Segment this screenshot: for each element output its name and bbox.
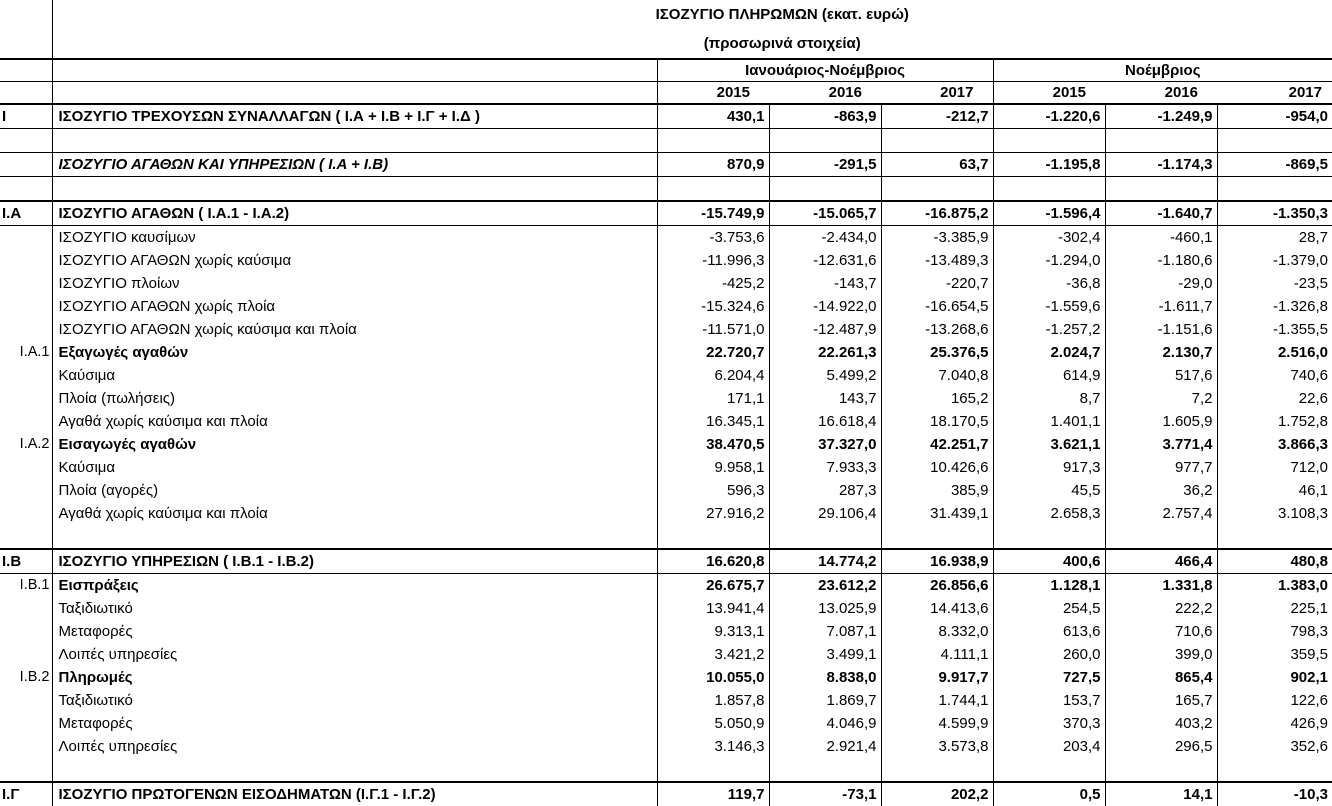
row-label: Εξαγωγές αγαθών xyxy=(52,341,657,364)
cell-value: 14,1 xyxy=(1105,782,1217,806)
cell-value: 3.499,1 xyxy=(769,643,881,666)
cell-value: 1.605,9 xyxy=(1105,410,1217,433)
row-code xyxy=(0,456,52,479)
cell-value: 122,6 xyxy=(1290,692,1328,709)
cell-value: 614,9 xyxy=(993,364,1105,387)
row-code xyxy=(0,364,52,387)
row-code: I.B.1 xyxy=(0,574,52,598)
cell-value: -2.434,0 xyxy=(769,226,881,250)
table-title: ΙΣΟΖΥΓΙΟ ΠΛΗΡΩΜΩΝ (εκατ. ευρώ) xyxy=(655,5,909,23)
cell-value: 4.111,1 xyxy=(881,643,993,666)
cell-value: 2.658,3 xyxy=(993,502,1105,525)
row-label: Λοιπές υπηρεσίες xyxy=(52,735,657,758)
year-header: 2016 xyxy=(1105,82,1217,105)
cell-value: -1.151,6 xyxy=(1105,318,1217,341)
spacer-row xyxy=(0,177,1332,202)
cell-value: 9.313,1 xyxy=(657,620,769,643)
cell-value: -954,0 xyxy=(1217,104,1332,129)
cell-value: 3.421,2 xyxy=(657,643,769,666)
cell-value: -13.268,6 xyxy=(881,318,993,341)
cell-value: 42.251,7 xyxy=(881,433,993,456)
cell-value: -1.355,5 xyxy=(1272,321,1328,338)
row-label: ΙΣΟΖΥΓΙΟ ΥΠΗΡΕΣΙΩΝ ( Ι.Β.1 - Ι.Β.2) xyxy=(52,549,657,574)
spacer-row xyxy=(0,525,1332,549)
cell-value: 1.383,0 xyxy=(1277,577,1328,594)
cell-value: -36,8 xyxy=(993,272,1105,295)
table-row xyxy=(0,249,1332,272)
cell-value: 2.921,4 xyxy=(769,735,881,758)
row-label: Πληρωμές xyxy=(52,666,657,689)
cell-value: 0,5 xyxy=(993,782,1105,806)
cell-value: 13.941,4 xyxy=(657,597,769,620)
row-label: ΙΣΟΖΥΓΙΟ καυσίμων xyxy=(52,226,657,250)
cell-value: 26.675,7 xyxy=(657,574,769,598)
cell-value: -3.385,9 xyxy=(881,226,993,250)
row-code xyxy=(0,502,52,525)
table-row xyxy=(0,153,1332,177)
row-code: I xyxy=(0,104,52,129)
row-label: Ταξιδιωτικό xyxy=(52,597,657,620)
cell-value: 712,0 xyxy=(1290,459,1328,476)
cell-value: 46,1 xyxy=(1298,482,1328,499)
cell-value: -3.753,6 xyxy=(657,226,769,250)
cell-value: -12.487,9 xyxy=(769,318,881,341)
cell-value: 8.332,0 xyxy=(881,620,993,643)
cell-value: 16.618,4 xyxy=(769,410,881,433)
cell-value: 517,6 xyxy=(1105,364,1217,387)
row-label: Μεταφορές xyxy=(52,620,657,643)
table-row xyxy=(0,502,1332,525)
cell-value: 13.025,9 xyxy=(769,597,881,620)
period-jan-nov: Ιανουάριος-Νοέμβριος xyxy=(657,59,993,82)
cell-value: 202,2 xyxy=(881,782,993,806)
row-label: ΙΣΟΖΥΓΙΟ πλοίων xyxy=(52,272,657,295)
cell-value: -1.249,9 xyxy=(1105,104,1217,129)
row-code xyxy=(0,735,52,758)
cell-value: 977,7 xyxy=(1105,456,1217,479)
row-code: I.A xyxy=(0,201,52,226)
cell-value: -12.631,6 xyxy=(769,249,881,272)
cell-value: 426,9 xyxy=(1290,715,1328,732)
row-label: ΙΣΟΖΥΓΙΟ ΠΡΩΤΟΓΕΝΩΝ ΕΙΣΟΔΗΜΑΤΩΝ (Ι.Γ.1 - Ι.Γ.2) xyxy=(52,782,657,806)
cell-value: -1.180,6 xyxy=(1105,249,1217,272)
cell-value: 2.757,4 xyxy=(1105,502,1217,525)
table-row xyxy=(0,549,1332,574)
row-code xyxy=(0,318,52,341)
cell-value: 1.331,8 xyxy=(1105,574,1217,598)
table-row xyxy=(0,782,1332,806)
cell-value: 399,0 xyxy=(1105,643,1217,666)
table-row xyxy=(0,735,1332,758)
table-row xyxy=(0,643,1332,666)
table-row xyxy=(0,712,1332,735)
row-label: Καύσιμα xyxy=(52,456,657,479)
cell-value: 119,7 xyxy=(657,782,769,806)
cell-value: 9.917,7 xyxy=(881,666,993,689)
cell-value: 3.771,4 xyxy=(1105,433,1217,456)
cell-value: 3.573,8 xyxy=(881,735,993,758)
row-label: Εισπράξεις xyxy=(52,574,657,598)
year-header: 2015 xyxy=(657,82,769,105)
cell-value: -220,7 xyxy=(881,272,993,295)
row-label: ΙΣΟΖΥΓΙΟ ΑΓΑΘΩΝ ΚΑΙ ΥΠΗΡΕΣΙΩΝ ( Ι.Α + Ι.Β) xyxy=(52,153,657,177)
table-subtitle: (προσωρινά στοιχεία) xyxy=(703,34,861,52)
year-header: 2017 xyxy=(1217,82,1332,105)
row-label: Αγαθά χωρίς καύσιμα και πλοία xyxy=(52,502,657,525)
cell-value: 14.413,6 xyxy=(881,597,993,620)
cell-value: -291,5 xyxy=(769,153,881,177)
table-row xyxy=(0,318,1332,341)
spacer-row xyxy=(0,129,1332,153)
cell-value: 10.426,6 xyxy=(881,456,993,479)
row-code xyxy=(0,620,52,643)
cell-value: 710,6 xyxy=(1105,620,1217,643)
cell-value: 31.439,1 xyxy=(881,502,993,525)
cell-value: 3.146,3 xyxy=(657,735,769,758)
cell-value: 740,6 xyxy=(1290,367,1328,384)
row-code xyxy=(0,272,52,295)
cell-value: 36,2 xyxy=(1105,479,1217,502)
cell-value: -863,9 xyxy=(769,104,881,129)
cell-value: 5.499,2 xyxy=(769,364,881,387)
row-label: ΙΣΟΖΥΓΙΟ ΤΡΕΧΟΥΣΩΝ ΣΥΝΑΛΛΑΓΩΝ ( Ι.Α + Ι.Β + Ι.Γ + Ι.Δ ) xyxy=(52,104,657,129)
row-label: Μεταφορές xyxy=(52,712,657,735)
cell-value: 63,7 xyxy=(881,153,993,177)
cell-value: 45,5 xyxy=(993,479,1105,502)
table-row xyxy=(0,433,1332,456)
cell-value: -15.749,9 xyxy=(657,201,769,226)
table-row xyxy=(0,479,1332,502)
cell-value: 38.470,5 xyxy=(657,433,769,456)
table-row xyxy=(0,364,1332,387)
row-label: Πλοία (πωλήσεις) xyxy=(52,387,657,410)
cell-value: 22.720,7 xyxy=(657,341,769,364)
row-label: ΙΣΟΖΥΓΙΟ ΑΓΑΘΩΝ χωρίς καύσιμα και πλοία xyxy=(52,318,657,341)
cell-value: 370,3 xyxy=(993,712,1105,735)
year-header: 2015 xyxy=(993,82,1105,105)
cell-value: 3.621,1 xyxy=(993,433,1105,456)
cell-value: -14.922,0 xyxy=(769,295,881,318)
cell-value: -1.174,3 xyxy=(1105,153,1217,177)
cell-value: -13.489,3 xyxy=(881,249,993,272)
cell-value: 203,4 xyxy=(993,735,1105,758)
row-code xyxy=(0,479,52,502)
cell-value: 222,2 xyxy=(1105,597,1217,620)
cell-value: 23.612,2 xyxy=(769,574,881,598)
cell-value: -73,1 xyxy=(769,782,881,806)
cell-value: 7.933,3 xyxy=(769,456,881,479)
cell-value: 143,7 xyxy=(769,387,881,410)
cell-value: 466,4 xyxy=(1105,549,1217,574)
year-header: 2016 xyxy=(769,82,881,105)
cell-value: -15.065,7 xyxy=(769,201,881,226)
row-code xyxy=(0,712,52,735)
table-row xyxy=(0,456,1332,479)
cell-value: 8.838,0 xyxy=(769,666,881,689)
cell-value: 29.106,4 xyxy=(769,502,881,525)
cell-value: 16.938,9 xyxy=(881,549,993,574)
cell-value: 10.055,0 xyxy=(657,666,769,689)
cell-value: -23,5 xyxy=(1293,275,1328,292)
title-row-2 xyxy=(0,29,1332,59)
cell-value: -1.640,7 xyxy=(1105,201,1217,226)
cell-value: 225,1 xyxy=(1290,600,1328,617)
cell-value: 27.916,2 xyxy=(657,502,769,525)
cell-value: 4.046,9 xyxy=(769,712,881,735)
row-code xyxy=(0,249,52,272)
row-label: ΙΣΟΖΥΓΙΟ ΑΓΑΘΩΝ χωρίς πλοία xyxy=(52,295,657,318)
cell-value: 37.327,0 xyxy=(769,433,881,456)
cell-value: 6.204,4 xyxy=(657,364,769,387)
cell-value: 917,3 xyxy=(993,456,1105,479)
cell-value: 171,1 xyxy=(657,387,769,410)
table-row xyxy=(0,295,1332,318)
cell-value: -1.611,7 xyxy=(1105,295,1217,318)
cell-value: 596,3 xyxy=(657,479,769,502)
row-label: Καύσιμα xyxy=(52,364,657,387)
cell-value: 385,9 xyxy=(881,479,993,502)
cell-value: 403,2 xyxy=(1105,712,1217,735)
cell-value: 3.866,3 xyxy=(1277,436,1328,453)
cell-value: 254,5 xyxy=(993,597,1105,620)
cell-value: -29,0 xyxy=(1105,272,1217,295)
cell-value: 870,9 xyxy=(657,153,769,177)
cell-value: -1.326,8 xyxy=(1272,298,1328,315)
cell-value: 2.130,7 xyxy=(1105,341,1217,364)
cell-value: 260,0 xyxy=(993,643,1105,666)
year-header: 2017 xyxy=(881,82,993,105)
cell-value: -1.596,4 xyxy=(993,201,1105,226)
cell-value: 165,2 xyxy=(881,387,993,410)
table-row xyxy=(0,689,1332,712)
year-header-row xyxy=(0,82,1332,105)
cell-value: 153,7 xyxy=(993,689,1105,712)
cell-value: 165,7 xyxy=(1105,689,1217,712)
cell-value: 430,1 xyxy=(657,104,769,129)
cell-value: 9.958,1 xyxy=(657,456,769,479)
cell-value: 16.345,1 xyxy=(657,410,769,433)
cell-value: 902,1 xyxy=(1290,669,1328,686)
cell-value: 359,5 xyxy=(1290,646,1328,663)
cell-value: 1.752,8 xyxy=(1277,413,1328,430)
cell-value: 1.744,1 xyxy=(881,689,993,712)
cell-value: 1.128,1 xyxy=(993,574,1105,598)
cell-value: -1.350,3 xyxy=(1217,201,1332,226)
row-code: I.Γ xyxy=(0,782,52,806)
cell-value: -10,3 xyxy=(1217,782,1332,806)
cell-value: 480,8 xyxy=(1217,549,1332,574)
row-code: I.B xyxy=(0,549,52,574)
cell-value: -1.379,0 xyxy=(1272,252,1328,269)
cell-value: -212,7 xyxy=(881,104,993,129)
cell-value: 1.401,1 xyxy=(993,410,1105,433)
period-nov: Νοέμβριος xyxy=(993,59,1332,82)
row-label: Αγαθά χωρίς καύσιμα και πλοία xyxy=(52,410,657,433)
cell-value: -1.294,0 xyxy=(993,249,1105,272)
row-label: Πλοία (αγορές) xyxy=(52,479,657,502)
row-code xyxy=(0,226,52,250)
row-code xyxy=(0,387,52,410)
row-code xyxy=(0,295,52,318)
cell-value: 296,5 xyxy=(1105,735,1217,758)
cell-value: 798,3 xyxy=(1290,623,1328,640)
cell-value: -143,7 xyxy=(769,272,881,295)
row-code: I.A.2 xyxy=(0,433,52,456)
row-label: Λοιπές υπηρεσίες xyxy=(52,643,657,666)
table-row xyxy=(0,666,1332,689)
cell-value: -11.996,3 xyxy=(657,249,769,272)
cell-value: 3.108,3 xyxy=(1277,505,1328,522)
cell-value: -1.220,6 xyxy=(993,104,1105,129)
cell-value: 1.857,8 xyxy=(657,689,769,712)
table-row xyxy=(0,387,1332,410)
cell-value: -425,2 xyxy=(657,272,769,295)
row-label: Εισαγωγές αγαθών xyxy=(52,433,657,456)
table-row xyxy=(0,410,1332,433)
row-code xyxy=(0,153,52,177)
cell-value: 400,6 xyxy=(993,549,1105,574)
cell-value: 613,6 xyxy=(993,620,1105,643)
cell-value: 5.050,9 xyxy=(657,712,769,735)
cell-value: 287,3 xyxy=(769,479,881,502)
title-row-1 xyxy=(0,0,1332,29)
cell-value: 4.599,9 xyxy=(881,712,993,735)
cell-value: 7,2 xyxy=(1105,387,1217,410)
cell-value: 22.261,3 xyxy=(769,341,881,364)
cell-value: 26.856,6 xyxy=(881,574,993,598)
cell-value: 727,5 xyxy=(993,666,1105,689)
table-row xyxy=(0,272,1332,295)
cell-value: 865,4 xyxy=(1105,666,1217,689)
table-row xyxy=(0,104,1332,129)
table-row xyxy=(0,341,1332,364)
cell-value: 8,7 xyxy=(993,387,1105,410)
cell-value: -16.654,5 xyxy=(881,295,993,318)
cell-value: 7.040,8 xyxy=(881,364,993,387)
cell-value: 16.620,8 xyxy=(657,549,769,574)
spacer-row xyxy=(0,758,1332,782)
cell-value: 352,6 xyxy=(1290,738,1328,755)
row-code xyxy=(0,689,52,712)
table-row xyxy=(0,574,1332,598)
cell-value: 14.774,2 xyxy=(769,549,881,574)
cell-value: 25.376,5 xyxy=(881,341,993,364)
cell-value: 1.869,7 xyxy=(769,689,881,712)
cell-value: -460,1 xyxy=(1105,226,1217,250)
row-code xyxy=(0,410,52,433)
cell-value: 22,6 xyxy=(1298,390,1328,407)
row-label: Ταξιδιωτικό xyxy=(52,689,657,712)
cell-value: 18.170,5 xyxy=(881,410,993,433)
cell-value: -302,4 xyxy=(993,226,1105,250)
cell-value: 2.024,7 xyxy=(993,341,1105,364)
table-row xyxy=(0,226,1332,250)
row-label: ΙΣΟΖΥΓΙΟ ΑΓΑΘΩΝ ( Ι.Α.1 - Ι.Α.2) xyxy=(52,201,657,226)
cell-value: 28,7 xyxy=(1298,229,1328,246)
table-row xyxy=(0,201,1332,226)
cell-value: -1.195,8 xyxy=(993,153,1105,177)
cell-value: 7.087,1 xyxy=(769,620,881,643)
row-code: I.A.1 xyxy=(0,341,52,364)
cell-value: -15.324,6 xyxy=(657,295,769,318)
row-code xyxy=(0,643,52,666)
cell-value: -1.257,2 xyxy=(993,318,1105,341)
row-label: ΙΣΟΖΥΓΙΟ ΑΓΑΘΩΝ χωρίς καύσιμα xyxy=(52,249,657,272)
table-row xyxy=(0,620,1332,643)
row-code: I.B.2 xyxy=(0,666,52,689)
period-header-row xyxy=(0,59,1332,82)
row-code xyxy=(0,597,52,620)
cell-value: 2.516,0 xyxy=(1277,344,1328,361)
cell-value: -16.875,2 xyxy=(881,201,993,226)
table-row xyxy=(0,597,1332,620)
cell-value: -11.571,0 xyxy=(657,318,769,341)
cell-value: -869,5 xyxy=(1217,153,1332,177)
cell-value: -1.559,6 xyxy=(993,295,1105,318)
